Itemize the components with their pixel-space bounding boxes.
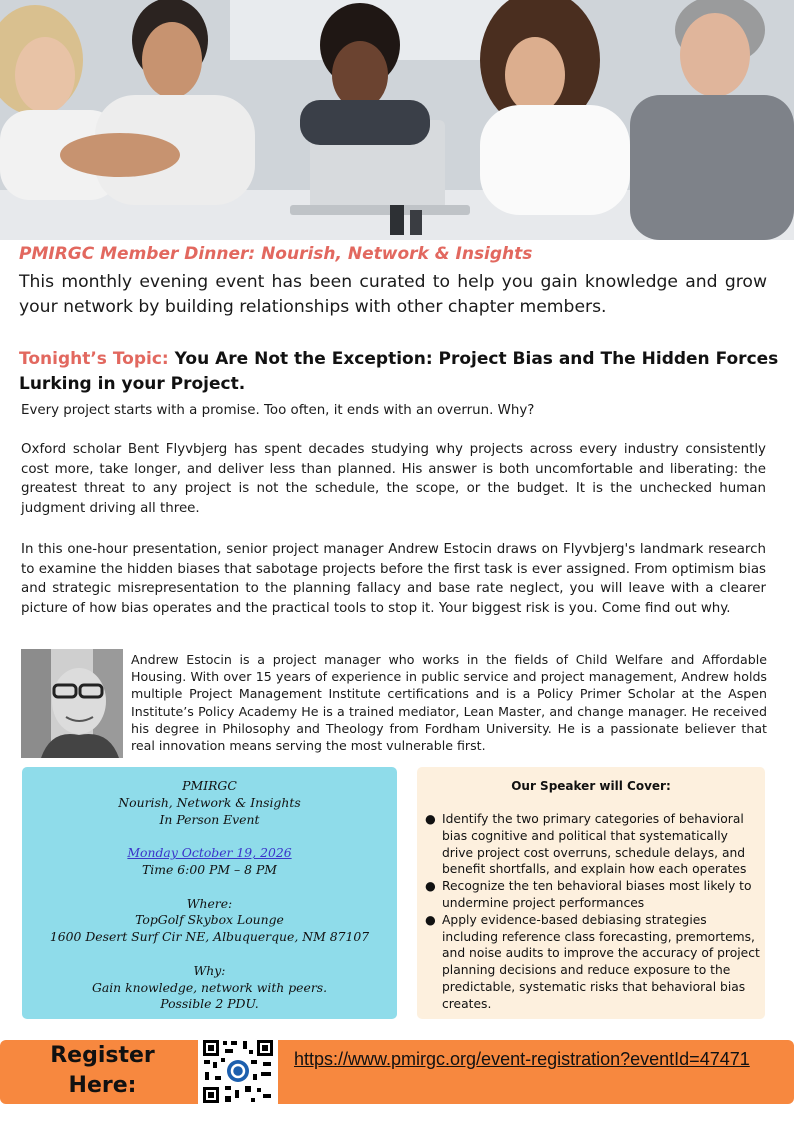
why-line-2: Possible 2 PDU. <box>160 996 259 1012</box>
list-item-text: Apply evidence-based debiasing strategies including reference class forecasting, premortems, and noise audits to improve the accuracy of project planning decisions and reduce exposure to the predictable, systematic risks that behavioral bias creates. <box>442 912 760 1011</box>
event-time: Time 6:00 PM – 8 PM <box>142 861 277 877</box>
qr-code[interactable] <box>198 1035 278 1108</box>
speaker-portrait-illustration <box>21 649 123 758</box>
event-title: PMIRGC Member Dinner: Nourish, Network & Insights <box>19 244 533 264</box>
event-venue: TopGolf Skybox Lounge <box>135 912 284 928</box>
cover-list <box>425 811 760 1013</box>
list-item-text: Identify the two primary categories of behavioral bias cognitive and political that systematically drive project cost overruns, schedule delays, and benefit shortfalls, and explain how each operates <box>442 812 747 877</box>
speaker-photo <box>21 649 123 758</box>
qr-code-icon <box>201 1038 275 1105</box>
event-address: 1600 Desert Surf Cir NE, Albuquerque, NM 87107 <box>49 929 370 945</box>
registration-link[interactable]: https://www.pmirgc.org/event-registration?eventId=47471 <box>294 1049 750 1069</box>
why-label: Why: <box>193 962 226 978</box>
intro-text: This monthly evening event has been curated to help you gain knowledge and grow your network by building relationships with other chapter members. <box>19 272 767 317</box>
where-label: Where: <box>186 895 233 911</box>
list-item <box>425 878 760 912</box>
speaker-cover-box <box>417 767 765 1019</box>
topic-heading <box>19 347 779 397</box>
event-details-box <box>22 767 397 1019</box>
speaker-bio: Andrew Estocin is a project manager who works in the fields of Child Welfare and Affordable Housing. With over 15 years of experience in public service and project management, Andrew holds multiple Project Management Institute certifications and is a Policy Primer Scholar at the Aspen Institute’s Policy Academy He is a trained mediator, Lean Master, and change manager. He received his degree in Philosophy and Theology from Fordham University. He is a passionate believer that real innovation means serving the most vulnerable first. <box>131 652 767 754</box>
paragraph-2: Oxford scholar Bent Flyvbjerg has spent decades studying why projects across every industry consistently cost more, take longer, and deliver less than planned. His answer is both uncomfortable and liberating: the greatest threat to any project is not the schedule, the scope, or the budget. It is the unchecked human judgment driving all three. <box>21 442 766 516</box>
bullet-icon: ● <box>425 912 436 927</box>
topic-label: Tonight’s Topic: <box>19 349 169 369</box>
event-name: Nourish, Network & Insights <box>118 794 301 810</box>
list-item <box>425 811 760 878</box>
meeting-photo-illustration <box>0 0 794 240</box>
event-org: PMIRGC <box>182 778 237 793</box>
paragraph-1: Every project starts with a promise. Too often, it ends with an overrun. Why? <box>21 403 535 418</box>
event-format: In Person Event <box>159 811 260 827</box>
list-item-text: Recognize the ten behavioral biases most likely to undermine project performances <box>442 879 752 910</box>
register-label: Register Here: <box>50 1043 155 1098</box>
list-item <box>425 912 760 1013</box>
bullet-icon: ● <box>425 812 436 826</box>
paragraph-3: In this one-hour presentation, senior project manager Andrew Estocin draws on Flyvbjerg's landmark research to examine the hidden biases that sabotage projects before the first task is ever assigned. From optimism bias and strategic misrepresentation to the planning fallacy and base rate neglect, you will leave with a clearer picture of how bias operates and the practical tools to stop it. Your biggest risk is you. Come find out why. <box>21 542 766 616</box>
bullet-icon: ● <box>425 879 436 894</box>
cover-heading: Our Speaker will Cover: <box>511 779 671 793</box>
topic-title: You Are Not the Exception: Project Bias and The Hidden Forces Lurking in your Project. <box>19 349 779 394</box>
why-line-1: Gain knowledge, network with peers. <box>91 979 328 995</box>
event-date-link[interactable]: Monday October 19, 2026 <box>127 845 292 861</box>
hero-photo <box>0 0 794 240</box>
